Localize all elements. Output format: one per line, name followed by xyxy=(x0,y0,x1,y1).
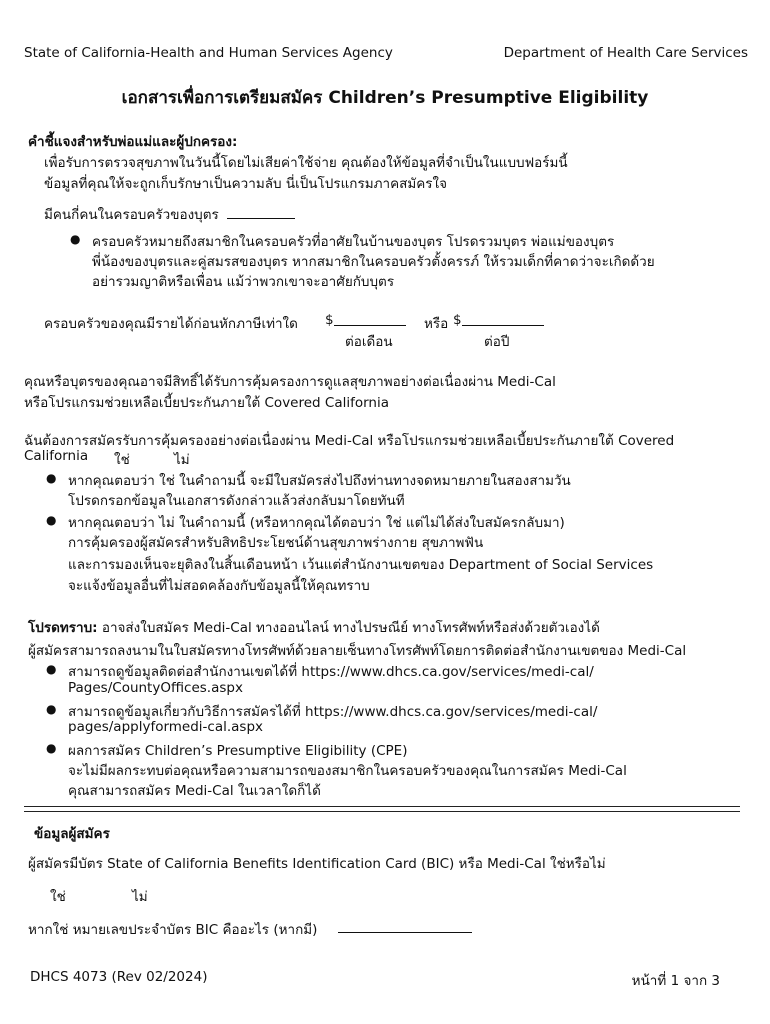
coverage-yes-option[interactable]: ใช่ xyxy=(114,452,130,468)
note-bullet3-line-1: ผลการสมัคร Children’s Presumptive Eligibility (CPE) xyxy=(68,743,408,759)
coverage-bullet1-line-2: โปรดกรอกข้อมูลในเอกสารดังกล่าวแล้วส่งกลับมาโดยทันที xyxy=(68,493,405,509)
bullet-icon: ● xyxy=(46,513,57,527)
bullet-icon: ● xyxy=(46,662,57,676)
note-text: อาจส่งใบสมัคร Medi-Cal ทางออนไลน์ ทางไปรษณีย์ ทางโทรศัพท์หรือส่งด้วยตัวเองได้ xyxy=(97,620,600,636)
bic-number-question: หากใช่ หมายเลขประจำบัตร BIC คืออะไร (หากมี) xyxy=(28,922,318,938)
household-question xyxy=(44,203,295,225)
income-month-field[interactable] xyxy=(334,325,406,326)
page-title: เอกสารเพื่อการเตรียมสมัคร Children’s Presumptive Eligibility xyxy=(121,88,649,108)
note-bullet3-line-3: คุณสามารถสมัคร Medi-Cal ในเวลาใดก็ได้ xyxy=(68,783,321,799)
household-size-field[interactable] xyxy=(227,205,295,219)
applicant-no-option[interactable]: ไม่ xyxy=(132,889,148,905)
bic-number-field[interactable] xyxy=(338,932,472,933)
note-bullet3-line-2: จะไม่มีผลกระทบต่อคุณหรือความสามารถของสมาชิกในครอบครัวของคุณในการสมัคร Medi-Cal xyxy=(68,763,627,779)
income-year-field[interactable] xyxy=(462,325,544,326)
applicant-heading: ข้อมูลผู้สมัคร xyxy=(34,826,110,842)
household-bullet-line-3: อย่ารวมญาติหรือเพื่อน แม้ว่าพวกเขาจะอาศัยกับบุตร xyxy=(92,274,395,290)
form-id: DHCS 4073 (Rev 02/2024) xyxy=(30,969,208,985)
page-number: หน้าที่ 1 จาก 3 xyxy=(631,973,720,989)
household-bullet-line-2: พี่น้องของบุตรและคู่สมรสของบุตร หากสมาชิกในครอบครัวตั้งครรภ์ ให้รวมเด็กที่คาดว่าจะเกิดด้วย xyxy=(92,254,655,270)
household-question-text: มีคนกี่คนในครอบครัวของบุตร xyxy=(44,207,219,223)
household-bullet-line-1: ครอบครัวหมายถึงสมาชิกในครอบครัวที่อาศัยในบ้านของบุตร โปรดรวมบุตร พ่อแม่ของบุตร xyxy=(92,234,615,250)
note-line-1 xyxy=(28,616,600,638)
income-per-month-label: ต่อเดือน xyxy=(345,334,393,350)
note-label: โปรดทราบ: xyxy=(28,620,98,636)
coverage-bullet2-line-1: หากคุณตอบว่า ไม่ ในคำถามนี้ (หรือหากคุณได้ตอบว่า ใช่ แต่ไม่ได้ส่งใบสมัครกลับมา) xyxy=(68,515,565,531)
bullet-icon: ● xyxy=(46,702,57,716)
section-divider-top xyxy=(24,806,740,807)
applicant-yes-option[interactable]: ใช่ xyxy=(50,889,66,905)
section-divider-bottom xyxy=(24,811,740,812)
coverage-bullet1-line-1: หากคุณตอบว่า ใช่ ในคำถามนี้ จะมีใบสมัครส่งไปถึงท่านทางจดหมายภายในสองสามวัน xyxy=(68,473,571,489)
coverage-no-option[interactable]: ไม่ xyxy=(174,452,190,468)
coverage-question-line-2: California xyxy=(24,448,89,464)
instructions-line-1: เพื่อรับการตรวจสุขภาพในวันนี้โดยไม่เสียค่าใช้จ่าย คุณต้องให้ข้อมูลที่จำเป็นในแบบฟอร์มนี้ xyxy=(44,155,568,171)
note-bullet1-line-2: Pages/CountyOffices.aspx xyxy=(68,680,243,696)
coverage-bullet2-line-4: จะแจ้งข้อมูลอื่นที่ไม่สอดคล้องกับข้อมูลนี้ให้คุณทราบ xyxy=(68,578,370,594)
coverage-bullet2-line-2: การคุ้มครองผู้สมัครสำหรับสิทธิประโยชน์ด้านสุขภาพร่างกาย สุขภาพฟัน xyxy=(68,535,484,551)
applicant-bic-question: ผู้สมัครมีบัตร State of California Benefits Identification Card (BIC) หรือ Medi-Cal ใช่หรือไม่ xyxy=(28,856,606,872)
bullet-icon: ● xyxy=(46,741,57,755)
coverage-question-line-1: ฉันต้องการสมัครรับการคุ้มครองอย่างต่อเนื่องผ่าน Medi-Cal หรือโปรแกรมช่วยเหลือเบี้ยประกันภายใต้ Covered xyxy=(24,433,675,449)
instructions-heading: คำชี้แจงสำหรับพ่อแม่และผู้ปกครอง: xyxy=(28,134,238,150)
note-bullet2-line-1: สามารถดูข้อมูลเกี่ยวกับวิธีการสมัครได้ที่ https://www.dhcs.ca.gov/services/medi-cal/ xyxy=(68,704,598,720)
income-dollar-year: $ xyxy=(453,312,462,328)
header-agency: State of California-Health and Human Services Agency xyxy=(24,45,393,61)
instructions-line-2: ข้อมูลที่คุณให้จะถูกเก็บรักษาเป็นความลับ นี่เป็นโปรแกรมภาคสมัครใจ xyxy=(44,176,448,192)
income-or: หรือ xyxy=(424,316,449,332)
note-bullet1-line-1: สามารถดูข้อมูลติดต่อสำนักงานเขตได้ที่ https://www.dhcs.ca.gov/services/medi-cal/ xyxy=(68,664,594,680)
bullet-icon: ● xyxy=(46,471,57,485)
income-per-year-label: ต่อปี xyxy=(484,334,510,350)
income-question: ครอบครัวของคุณมีรายได้ก่อนหักภาษีเท่าใด xyxy=(44,316,298,332)
header-department: Department of Health Care Services xyxy=(503,45,748,61)
bullet-icon: ● xyxy=(70,232,81,246)
eligibility-line-1: คุณหรือบุตรของคุณอาจมีสิทธิ์ได้รับการคุ้มครองการดูแลสุขภาพอย่างต่อเนื่องผ่าน Medi-Cal xyxy=(24,374,556,390)
coverage-bullet2-line-3: และการมองเห็นจะยุติลงในสิ้นเดือนหน้า เว้นแต่สำนักงานเขตของ Department of Social Services xyxy=(68,557,654,573)
note-line-2: ผู้สมัครสามารถลงนามในใบสมัครทางโทรศัพท์ด้วยลายเซ็นทางโทรศัพท์โดยการติดต่อสำนักงานเขตของ Medi-Cal xyxy=(28,643,687,659)
eligibility-line-2: หรือโปรแกรมช่วยเหลือเบี้ยประกันภายใต้ Covered California xyxy=(24,395,390,411)
note-bullet2-line-2: pages/applyformedi-cal.aspx xyxy=(68,719,264,735)
income-dollar-month: $ xyxy=(325,312,334,328)
